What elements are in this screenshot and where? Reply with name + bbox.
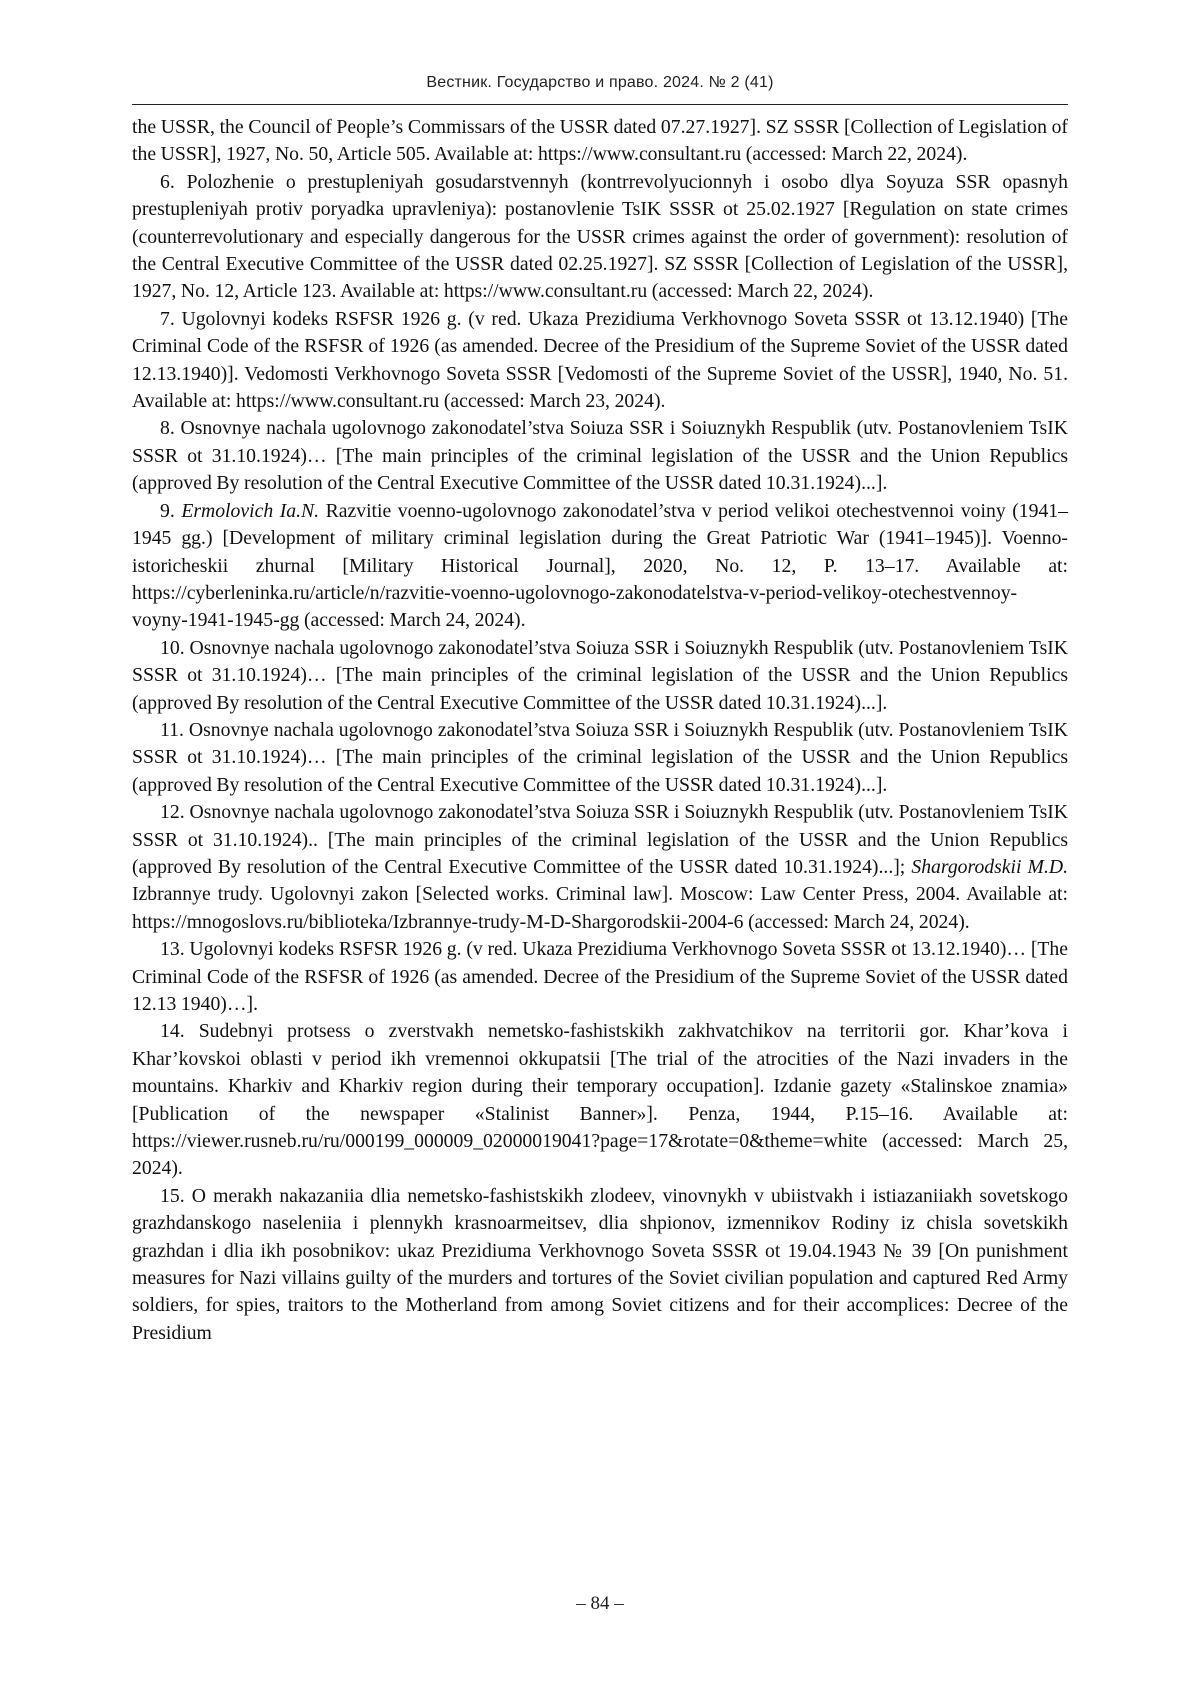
reference-number: 13. xyxy=(160,938,185,961)
reference-number: 11. xyxy=(160,718,184,741)
reference-number: 12. xyxy=(160,801,185,824)
reference-item xyxy=(132,415,1068,497)
reference-item xyxy=(132,306,1068,416)
reference-text: the USSR, the Council of People’s Commissars of the USSR dated 07.27.1927]. SZ SSSR [Collection of Legislation of the USSR], 1927, No. 50, Article 505. Available at: https://www.consultant.ru (accessed: March 22, 2024). xyxy=(132,116,1068,166)
reference-number: 14. xyxy=(160,1020,185,1043)
reference-item xyxy=(132,799,1068,936)
reference-text: Razvitie voenno-ugolovnogo zakonodatel’stva v period velikoi otechestvennoi voiny (1941–1945 gg.) [Development of military criminal legislation during the Great Patriotic War (1941–1945)]. Voenno-istoricheskii zhurnal [Military Historical Journal], 2020, No. 12, P. 13–17. Available at: https://cyberleninka.ru/article/n/razvitie-voenno-ugolovnogo-zakonodatelstva-v-period-velikoy-otechestvennoy-voyny-1941-1945-gg (accessed: March 24, 2024). xyxy=(132,499,1068,632)
reference-number: 9. xyxy=(160,499,175,522)
reference-number: 15. xyxy=(160,1184,185,1207)
reference-text: O merakh nakazaniia dlia nemetsko-fashistskikh zlodeev, vinovnykh v ubiistvakh i istiazaniiakh sovetskogo grazhdanskogo naseleniia i plennykh krasnoarmeitsev, dlia shpionov, izmennikov Rodiny iz chisla sovetskikh grazhdan i dlia ikh posobnikov: ukaz Prezidiuma Verkhovnogo Soveta SSSR ot 19.04.1943 № 39 [On punishment measures for Nazi villains guilty of the murders and tortures of the Soviet civilian population and captured Red Army soldiers, for spies, traitors to the Motherland from among Soviet citizens and for their accomplices: Decree of the Presidium xyxy=(132,1184,1068,1344)
reference-item xyxy=(132,1183,1068,1347)
reference-number: 8. xyxy=(160,417,175,440)
reference-text: Polozhenie o prestupleniyah gosudarstvennyh (kontrrevolyucionnyh i osobo dlya Soyuza SSR opasnyh prestupleniyah protiv poryadka upravleniya): postanovlenie TsIK SSSR ot 25.02.1927 [Regulation on state crimes (counterrevolutionary and especially dangerous for the USSR crimes against the order of government): resolution of the Central Executive Committee of the USSR dated 02.25.1927]. SZ SSSR [Collection of Legislation of the USSR], 1927, No. 12, Article 123. Available at: https://www.consultant.ru (accessed: March 22, 2024). xyxy=(132,170,1068,303)
reference-text: Sudebnyi protsess o zverstvakh nemetsko-fashistskikh zakhvatchikov na territorii gor. Khar’kova i Khar’kovskoi oblasti v period ikh vremennoi okkupatsii [The trial of the atrocities of the Nazi invaders in the mountains. Kharkiv and Kharkiv region during their temporary occupation]. Izdanie gazety «Stalinskoe znamia» [Publication of the newspaper «Stalinist Banner»]. Penza, 1944, P.15–16. Available at: https://viewer.rusneb.ru/ru/000199_000009_02000019041?page=17&rotate=0&theme=white (accessed: March 25, 2024). xyxy=(132,1020,1068,1180)
reference-item xyxy=(132,936,1068,1018)
reference-number: 10. xyxy=(160,636,185,659)
reference-item xyxy=(132,169,1068,306)
reference-text: Osnovnye nachala ugolovnogo zakonodatel’stva Soiuza SSR i Soiuznykh Respublik (utv. Postanovleniem TsIK SSSR ot 31.10.1924)… [The main principles of the criminal legislation of the USSR and the Union Republics (approved By resolution of the Central Executive Committee of the USSR dated 10.31.1924)...]. xyxy=(132,636,1069,714)
running-header: Вестник. Государство и право. 2024. № 2 (41) xyxy=(426,74,774,91)
reference-item xyxy=(132,717,1068,799)
reference-text: Osnovnye nachala ugolovnogo zakonodatel’stva Soiuza SSR i Soiuznykh Respublik (utv. Postanovleniem TsIK SSSR ot 31.10.1924)… [The main principles of the criminal legislation of the USSR and the Union Republics (approved By resolution of the Central Executive Committee of the USSR dated 10.31.1924)...]. xyxy=(132,718,1068,796)
reference-text: Osnovnye nachala ugolovnogo zakonodatel’stva Soiuza SSR i Soiuznykh Respublik (utv. Postanovleniem TsIK SSSR ot 31.10.1924).. [The main principles of the criminal legislation of the USSR and the Union Republics (approved By resolution of the Central Executive Committee of the USSR dated 10.31.1924)...]; xyxy=(132,801,1069,878)
reference-text: Izbrannye trudy. Ugolovnyi zakon [Selected works. Criminal law]. Moscow: Law Center Press, 2004. Available at: https://mnogoslovs.ru/biblioteka/Izbrannye-trudy-M-D-Shargorodskii-2004-6 (accessed: March 24, 2024). xyxy=(132,883,1068,933)
page-number: – 84 – xyxy=(576,1593,624,1614)
reference-item xyxy=(132,635,1068,717)
reference-text: Ugolovnyi kodeks RSFSR 1926 g. (v red. Ukaza Prezidiuma Verkhovnogo Soveta SSSR ot 13.12.1940)… [The Criminal Code of the RSFSR of 1926 (as amended. Decree of the Presidium of the Supreme Soviet of the USSR dated 12.13 1940)…]. xyxy=(132,938,1068,1015)
header-divider xyxy=(132,104,1068,105)
reference-item xyxy=(132,114,1068,169)
reference-number: 6. xyxy=(160,170,175,193)
reference-list xyxy=(132,114,1068,1347)
reference-number: 7. xyxy=(160,307,175,330)
reference-item xyxy=(132,1018,1068,1182)
reference-author: Ermolovich Ia.N. xyxy=(181,499,320,522)
reference-item xyxy=(132,498,1068,635)
reference-author: Shargorodskii M.D. xyxy=(911,855,1069,878)
reference-text: Ugolovnyi kodeks RSFSR 1926 g. (v red. Ukaza Prezidiuma Verkhovnogo Soveta SSSR ot 13.12.1940) [The Criminal Code of the RSFSR of 1926 (as amended. Decree of the Presidium of the Supreme Soviet of the USSR dated 12.13.1940)]. Vedomosti Verkhovnogo Soveta SSSR [Vedomosti of the Supreme Soviet of the USSR], 1940, No. 51. Available at: https://www.consultant.ru (accessed: March 23, 2024). xyxy=(132,307,1068,413)
reference-text: Osnovnye nachala ugolovnogo zakonodatel’stva Soiuza SSR i Soiuznykh Respublik (utv. Postanovleniem TsIK SSSR ot 31.10.1924)… [The main principles of the criminal legislation of the USSR and the Union Republics (approved By resolution of the Central Executive Committee of the USSR dated 10.31.1924)...]. xyxy=(132,417,1068,495)
